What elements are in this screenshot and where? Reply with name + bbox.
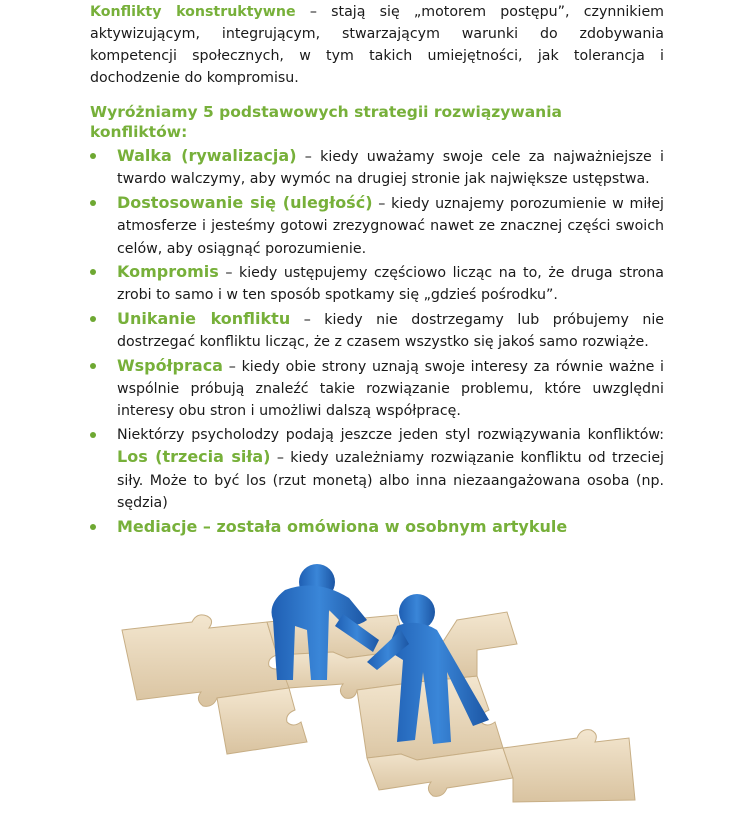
- strategy-term: Kompromis: [117, 262, 219, 282]
- intro-paragraph: [90, 0, 664, 89]
- bullet-icon: [90, 269, 96, 275]
- bullet-icon: [90, 524, 96, 530]
- extra-before: Niektórzy psycholodzy podają jeszcze jeden styl rozwiązywania konfliktów:: [117, 426, 664, 443]
- extra-term: Los (trzecia siła): [117, 447, 271, 467]
- mediation-link-text: Mediacje – została omówiona w osobnym artykule: [117, 516, 568, 536]
- bullet-icon: [90, 200, 96, 206]
- bullet-icon: [90, 432, 96, 438]
- strategies-heading: Wyróżniamy 5 podstawowych strategii rozwiązywania konfliktów:: [90, 103, 562, 141]
- strategy-text: – kiedy obie strony uznają swoje interesy za równie ważne i wspólnie próbują znaleźć takie rozwiązanie problemu, które uwzględni interesy obu stron i umożliwi dalszą współpracę.: [117, 358, 664, 420]
- article: [90, 0, 664, 540]
- bullet-icon: [90, 363, 96, 369]
- list-item: [90, 261, 664, 307]
- intro-term: Konflikty konstruktywne: [90, 4, 296, 20]
- extra-after: – kiedy uzależniamy rozwiązanie konfliktu od trzeciej siły. Może to być los (rzut monetą) albo inna niezaangażowana osoba (np. sędzia): [117, 450, 664, 512]
- strategy-term: Współpraca: [117, 355, 223, 375]
- list-item: [90, 424, 664, 515]
- list-item: [90, 516, 664, 539]
- strategy-term: Dostosowanie się (uległość): [117, 192, 373, 212]
- list-item: [90, 355, 664, 423]
- strategy-text: – kiedy ustępujemy częściowo licząc na to, że druga strona zrobi to samo i w ten sposób spotkamy się „gdzieś pośrodku”.: [117, 265, 664, 304]
- strategy-text: – kiedy uznajemy porozumienie w miłej atmosferze i jesteśmy gotowi zrezygnować nawet ze znacznej części swoich celów, aby osiągnąć porozumienie.: [117, 195, 664, 257]
- list-item: [90, 145, 664, 191]
- puzzle-illustration: [117, 560, 637, 805]
- puzzle-pieces: [122, 608, 635, 802]
- strategies-list: [90, 145, 664, 539]
- strategy-term: Unikanie konfliktu: [117, 308, 291, 328]
- strategy-term: Walka (rywalizacja): [117, 146, 297, 165]
- list-item: [90, 192, 664, 260]
- intro-text: – stają się „motorem postępu”, czynnikiem aktywizującym, integrującym, stwarzającym warunki do zdobywania kompetencji społecznych, w tym takich umiejętności, jak tolerancja i dochodzenie do kompromisu.: [90, 4, 664, 86]
- strategy-text: – kiedy nie dostrzegamy lub próbujemy nie dostrzegać konfliktu licząc, że z czasem wszystko się jakoś samo rozwiąże.: [117, 311, 665, 351]
- bullet-icon: [90, 153, 96, 159]
- list-item: [90, 308, 664, 354]
- strategy-text: – kiedy uważamy swoje cele za najważniejsze i twardo walczymy, aby wymóc na drugiej stronie jak największe ustępstwa.: [117, 149, 665, 188]
- bullet-icon: [90, 316, 96, 322]
